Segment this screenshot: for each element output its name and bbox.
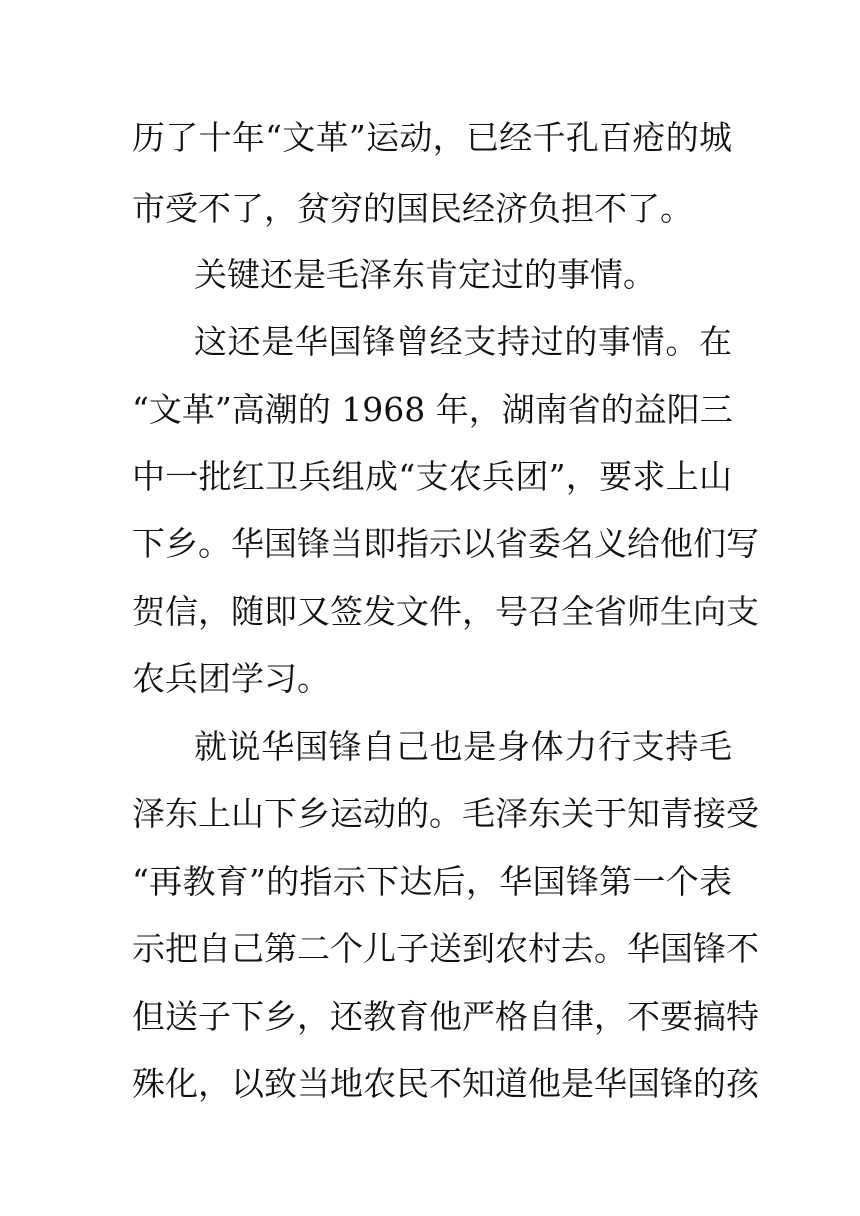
text-line: 贺信，随即又签发文件，号召全省师生向支 [132,592,759,631]
text-line: 中一批红卫兵组成“支农兵团”，要求上山 [132,457,732,496]
text-line: 下乡。华国锋当即指示以省委名义给他们写 [132,524,759,563]
text-line: 泽东上山下乡运动的。毛泽东关于知青接受 [132,794,759,833]
text-line: “文革”高潮的 1968 年，湖南省的益阳三 [132,390,733,429]
text-line: 历了十年“文革”运动，已经千孔百疮的城 [132,118,732,157]
text-line: “再教育”的指示下达后，华国锋第一个表 [132,862,732,901]
text-line: 就说华国锋自己也是身体力行支持毛 [194,727,732,766]
text-line: 关键还是毛泽东肯定过的事情。 [194,255,656,294]
text-line: 示把自己第二个儿子送到农村去。华国锋不 [132,929,759,968]
text-line: 这还是华国锋曾经支持过的事情。在 [194,322,732,361]
text-line: 殊化，以致当地农民不知道他是华国锋的孩 [132,1064,759,1103]
text-line: 市受不了，贫穷的国民经济负担不了。 [132,189,693,228]
text-line: 但送子下乡，还教育他严格自律，不要搞特 [132,997,759,1036]
text-line: 农兵团学习。 [132,659,330,698]
